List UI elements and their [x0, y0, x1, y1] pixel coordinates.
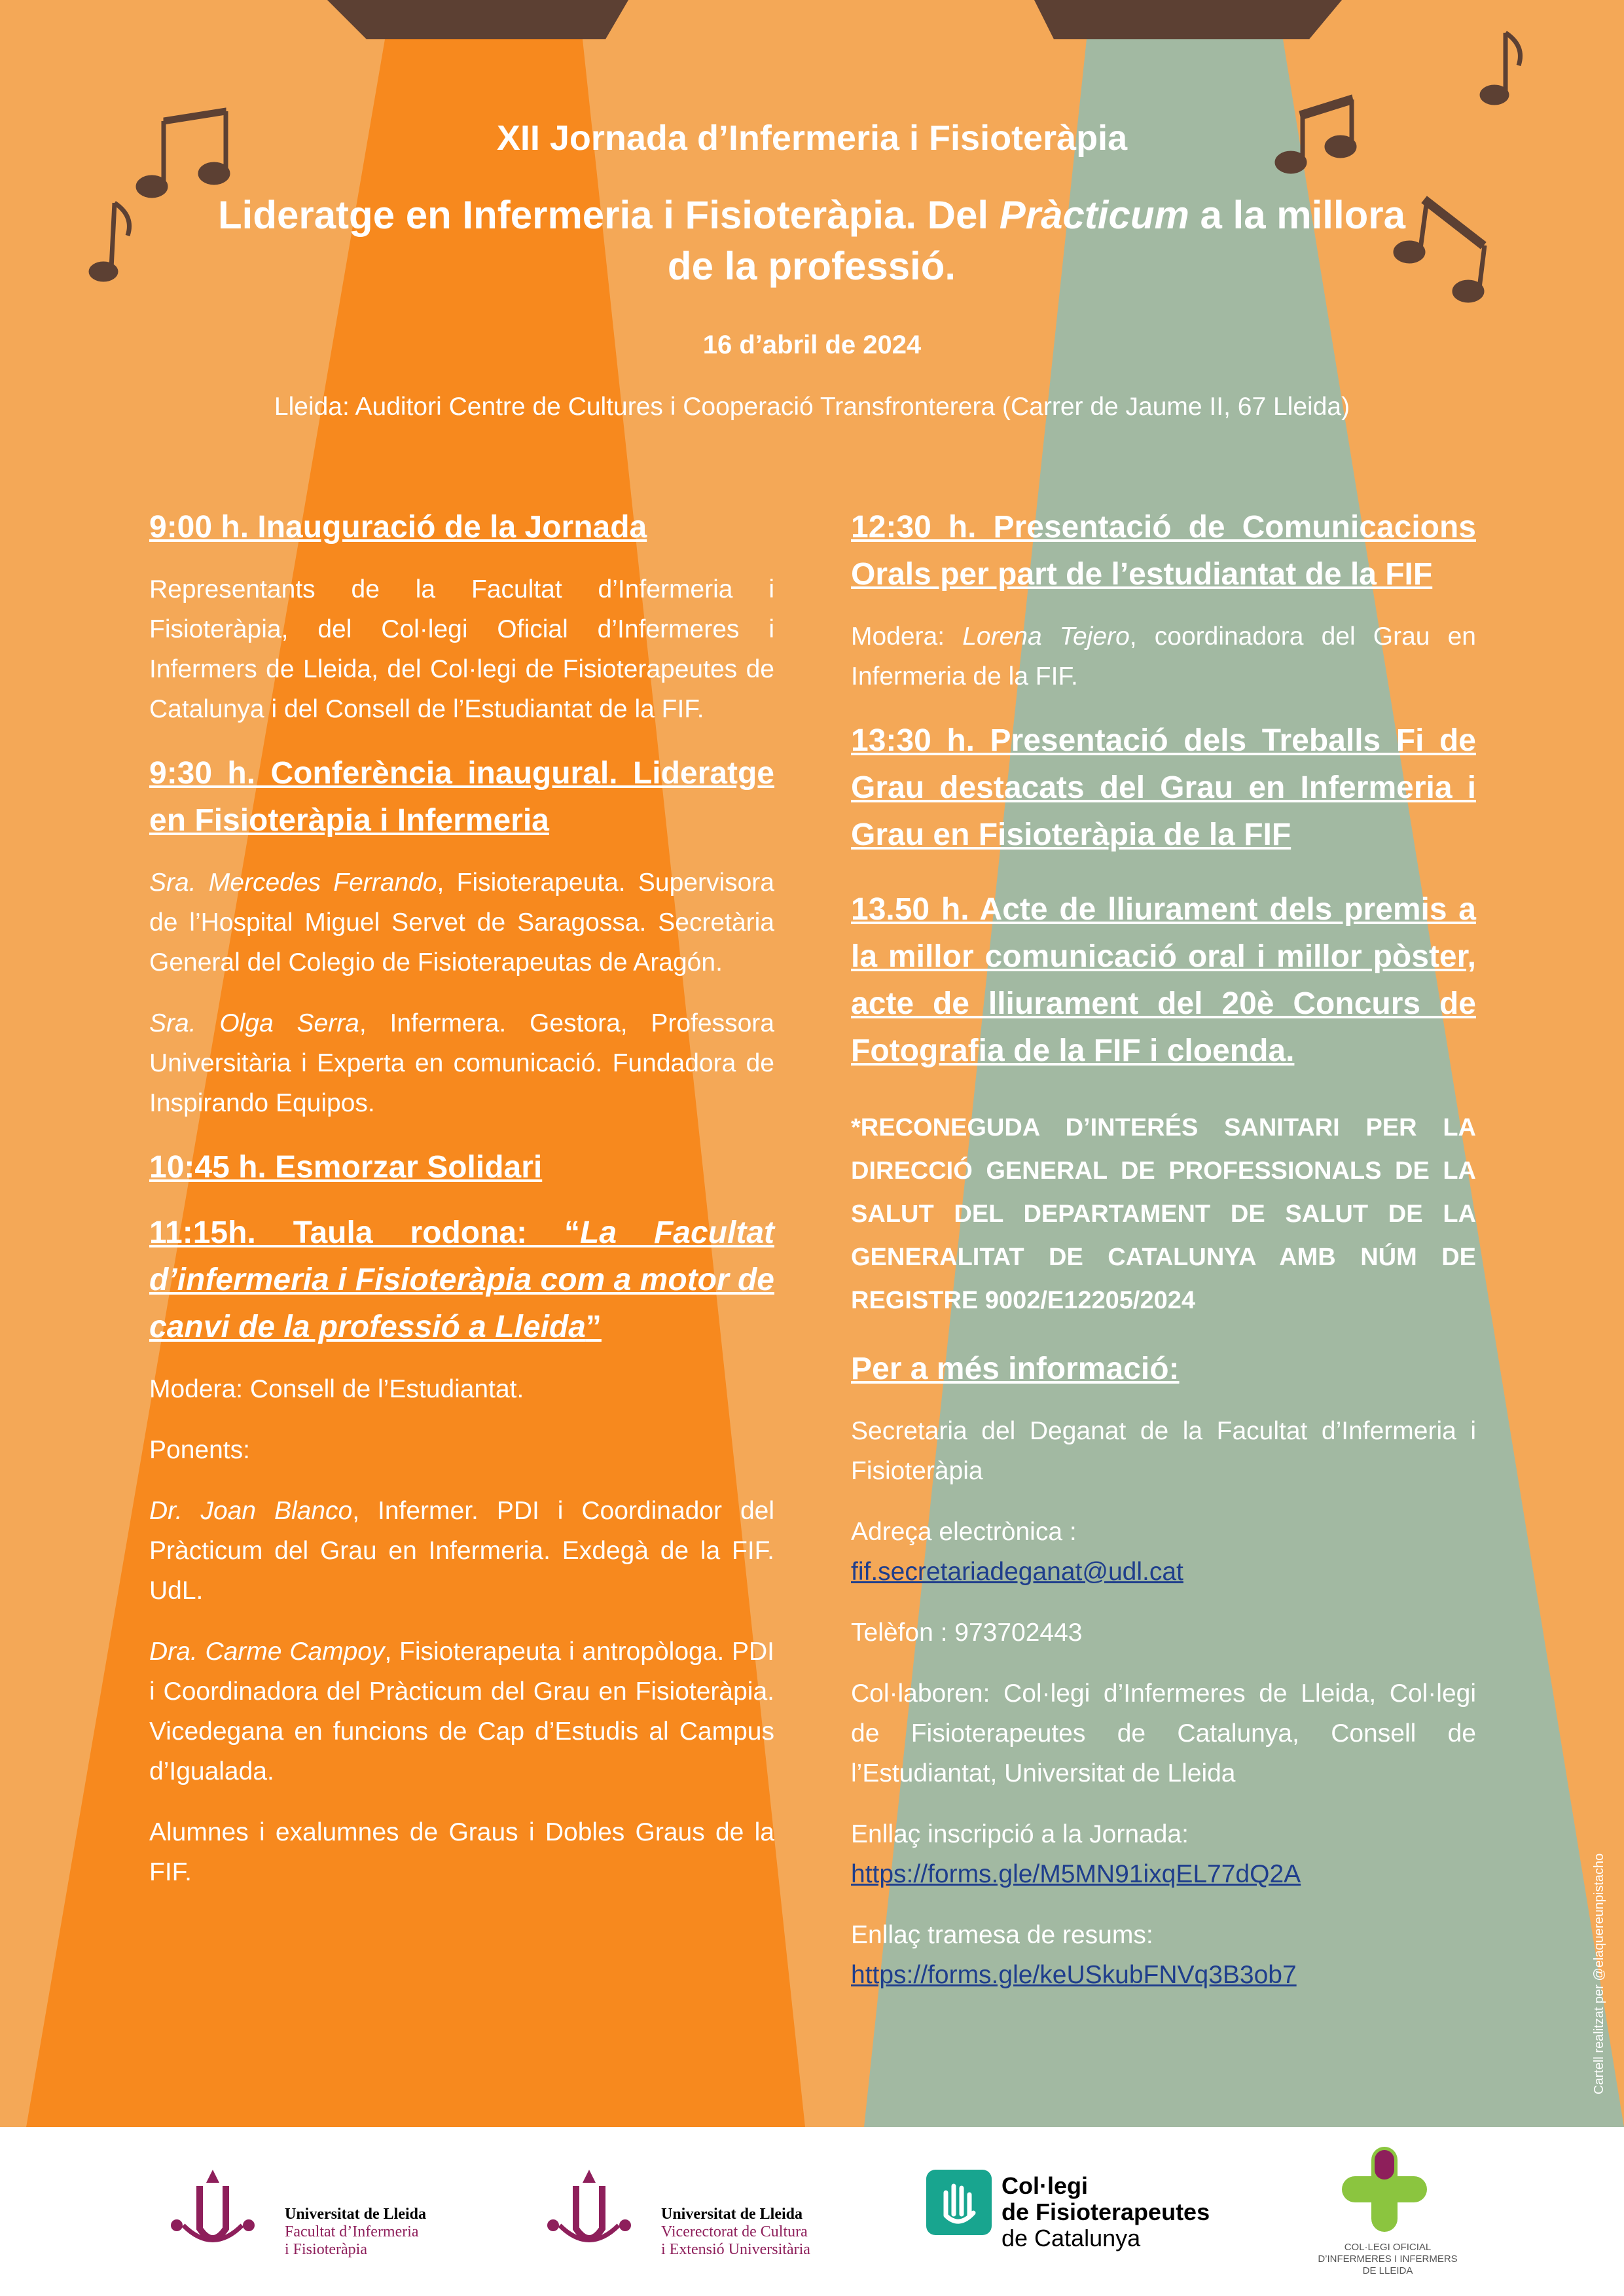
- signup-block: [851, 1814, 1476, 1894]
- moderator-label: Modera:: [851, 622, 963, 651]
- logo3-line3: de Catalunya: [1001, 2225, 1141, 2251]
- students-text: Alumnes i exalumnes de Graus i Dobles Graus de la FIF.: [149, 1818, 774, 1886]
- speaker-name: Dr. Joan Blanco: [149, 1497, 353, 1525]
- subtitle-part-2: a la millora de la professió.: [667, 193, 1405, 288]
- signup-label: Enllaç inscripció a la Jornada:: [851, 1820, 1189, 1848]
- event-date: 16 d’abril de 2024: [702, 331, 922, 359]
- logo4-line1: COL·LEGI OFICIAL: [1344, 2242, 1432, 2253]
- footer-logos: [0, 2127, 1624, 2296]
- speaker-description: [149, 1632, 774, 1791]
- speakers-label: Ponents:: [149, 1436, 250, 1464]
- poster-credit: Cartell realitzat per @elaquereunpistacho: [1592, 1853, 1606, 2094]
- speaker-description: [149, 1491, 774, 1611]
- udl-emblem-icon: [164, 2163, 262, 2261]
- speaker-description: [149, 863, 774, 982]
- logo2-line1: Universitat de Lleida: [661, 2206, 803, 2223]
- program-item-text: Representants de la Facultat d’Infermeria i Fisioteràpia, del Col·legi Oficial d’Infermeres i Infermers de Lleida, del Col·legi de Fisioterapeutes de Catalunya i del Consell de l’Estudiantat de la FIF.: [149, 575, 774, 723]
- udl-culture-vicerectorate-logo: [540, 2127, 854, 2296]
- event-subtitle: [209, 190, 1414, 292]
- logo1-line2: Facultat d’Infermeria: [285, 2223, 419, 2240]
- udl-emblem-icon: [540, 2163, 638, 2261]
- abstracts-label: Enllaç tramesa de resums:: [851, 1921, 1153, 1949]
- subtitle-part-1: Lideratge en Infermeria i Fisioteràpia. Del: [218, 193, 989, 237]
- info-title: Per a més informació:: [851, 1352, 1180, 1386]
- speaker-name: Sra. Mercedes Ferrando: [149, 869, 437, 897]
- speaker-name: Dra. Carme Campoy: [149, 1638, 385, 1666]
- udl-nursing-faculty-logo: [164, 2127, 478, 2296]
- moderator-text: Modera: Consell de l’Estudiantat.: [149, 1375, 524, 1403]
- music-note-icon: [1480, 33, 1521, 105]
- title-prefix: 11:15h. Taula rodona: “: [149, 1215, 581, 1250]
- music-note-icon: [89, 203, 130, 281]
- program-item-title: [149, 1210, 774, 1351]
- title-italic: La Facultat d’infermeria i Fisioteràpia com a motor de canvi de la professió a Lleida: [149, 1215, 774, 1344]
- logo2-line3: i Extensió Universitària: [661, 2241, 810, 2258]
- right-stage-lamp: [1034, 0, 1342, 39]
- speaker-name: Sra. Olga Serra: [149, 1009, 359, 1037]
- nurses-college-logo: [1303, 2127, 1473, 2296]
- signup-link[interactable]: https://forms.gle/M5MN91ixqEL77dQ2A: [851, 1860, 1301, 1888]
- secretary-text: Secretaria del Deganat de la Facultat d’Infermeria i Fisioteràpia: [851, 1417, 1476, 1485]
- title-suffix: ”: [585, 1310, 602, 1344]
- logo3-line2: de Fisioterapeutes: [1001, 2198, 1210, 2225]
- logo2-line2: Vicerectorat de Cultura: [661, 2223, 808, 2240]
- program-item-title: 9:30 h. Conferència inaugural. Lideratge en Fisioteràpia i Infermeria: [149, 756, 774, 838]
- program-item-title: 12:30 h. Presentació de Comunicacions Orals per part de l’estudiantat de la FIF: [851, 510, 1476, 592]
- email-block: [851, 1512, 1476, 1592]
- logo1-line1: Universitat de Lleida: [285, 2206, 426, 2223]
- physio-college-logo: [926, 2127, 1214, 2296]
- program-left-column: [149, 504, 774, 1913]
- subtitle-italic-word: Pràcticum: [999, 193, 1189, 237]
- phone-text: Telèfon : 973702443: [851, 1619, 1083, 1647]
- logo4-line2: D’INFERMERES I INFERMERS: [1318, 2253, 1458, 2265]
- logo4-line3: DE LLEIDA: [1362, 2265, 1413, 2276]
- speaker-bio: , Fisioterapeuta i antropòloga. PDI i Coordinadora del Pràcticum del Grau en Fisioteràpia. Vicedegana en funcions de Cap d’Estudis al Campus d’Igualada.: [149, 1638, 774, 1785]
- program-item-title: 9:00 h. Inauguració de la Jornada: [149, 510, 647, 545]
- event-location: Lleida: Auditori Centre de Cultures i Cooperació Transfronterera (Carrer de Jaume II, 67 Lleida): [274, 393, 1350, 421]
- email-label: Adreça electrònica :: [851, 1518, 1077, 1546]
- speaker-description: [149, 1003, 774, 1123]
- hand-icon: [926, 2170, 992, 2235]
- event-title: XII Jornada d’Infermeria i Fisioteràpia: [496, 118, 1128, 158]
- moderator-text: [851, 617, 1476, 696]
- cross-icon: [1339, 2144, 1430, 2235]
- abstracts-block: [851, 1915, 1476, 1995]
- email-link[interactable]: fif.secretariadeganat@udl.cat: [851, 1558, 1183, 1586]
- collaborators-text: Col·laboren: Col·legi d’Infermeres de Lleida, Col·legi de Fisioterapeutes de Catalunya, Consell de l’Estudiantat, Universitat de Lleida: [851, 1679, 1476, 1787]
- program-right-column: [851, 504, 1476, 2016]
- program-item-title: 13.50 h. Acte de lliurament dels premis a la millor comunicació oral i millor pòster, acte de lliurament del 20è Concurs de Fotografia de la FIF i cloenda.: [851, 892, 1476, 1068]
- logo1-line3: i Fisioteràpia: [285, 2241, 367, 2258]
- speaker-bio: , Infermera. Gestora, Professora Universitària i Experta en comunicació. Fundadora de Inspirando Equipos.: [149, 1009, 774, 1117]
- program-item-title: 13:30 h. Presentació dels Treballs Fi de Grau destacats del Grau en Infermeria i Grau en Fisioteràpia de la FIF: [851, 723, 1476, 852]
- program-item-title: 10:45 h. Esmorzar Solidari: [149, 1150, 543, 1185]
- moderator-bio: , coordinadora del Grau en Infermeria de la FIF.: [851, 622, 1476, 691]
- speaker-bio: , Fisioterapeuta. Supervisora de l’Hospital Miguel Servet de Saragossa. Secretària General del Colegio de Fisioterapeutas de Aragón.: [149, 869, 774, 977]
- logo3-line1: Col·legi: [1001, 2172, 1088, 2199]
- moderator-name: Lorena Tejero: [962, 622, 1130, 651]
- speaker-bio: , Infermer. PDI i Coordinador del Pràcticum del Grau en Infermeria. Exdegà de la FIF. UdL.: [149, 1497, 774, 1605]
- health-interest-notice: *RECONEGUDA D’INTERÉS SANITARI PER LA DIRECCIÓ GENERAL DE PROFESSIONALS DE LA SALUT DEL DEPARTAMENT DE SALUT DE LA GENERALITAT DE CATALUNYA AMB NÚM DE REGISTRE 9002/E12205/2024: [851, 1114, 1476, 1314]
- left-stage-lamp: [327, 0, 628, 39]
- abstracts-link[interactable]: https://forms.gle/keUSkubFNVq3B3ob7: [851, 1961, 1297, 1989]
